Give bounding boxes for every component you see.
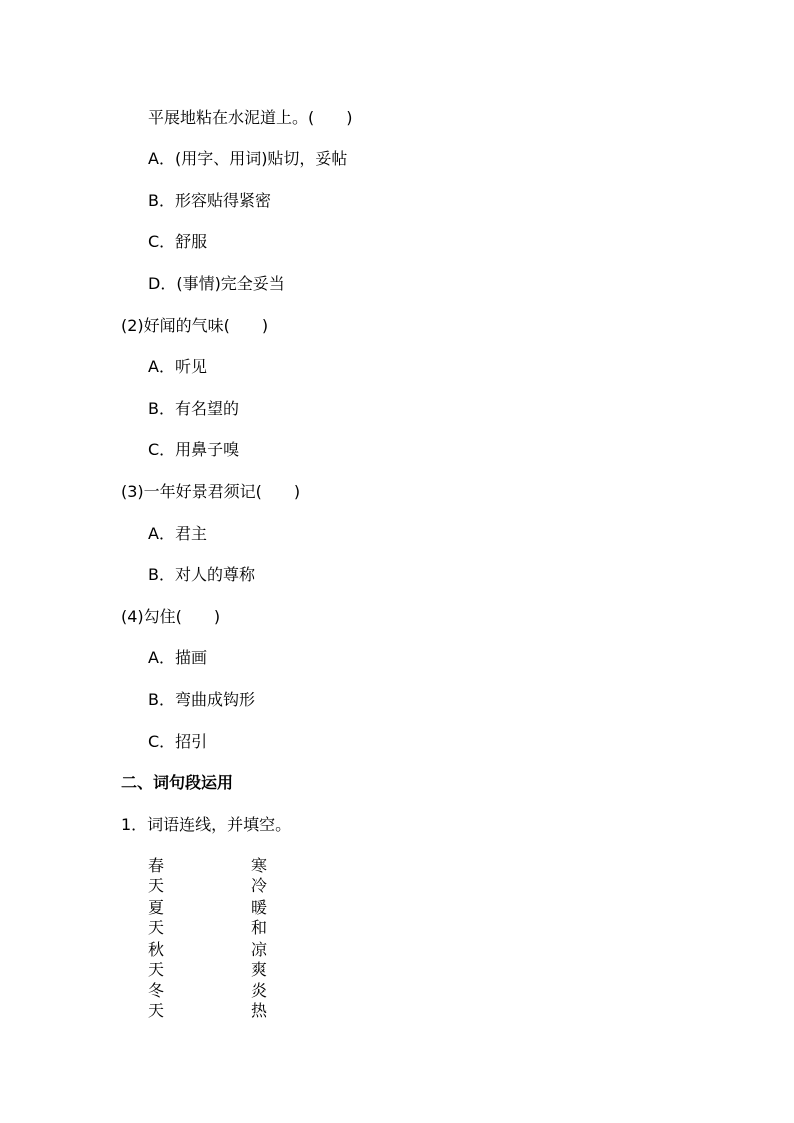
question-4-stem: (4)勾住( ) [121, 607, 221, 626]
question-1-option-d: D．(事情)完全妥当 [148, 274, 285, 293]
question-3-option-a: A．君主 [148, 524, 207, 543]
section-heading: 二、词句段运用 [121, 773, 234, 792]
question-3-stem: (3)一年好景君须记( ) [121, 482, 301, 501]
word-left: 秋天 [148, 940, 165, 979]
question-1-option-a: A．(用字、用词)贴切，妥帖 [148, 149, 348, 168]
question-1-option-b: B．形容贴得紧密 [148, 191, 271, 210]
question-3-option-b: B．对人的尊称 [148, 565, 255, 584]
question-2-option-c: C．用鼻子嗅 [148, 440, 240, 459]
question-4-option-a: A．描画 [148, 648, 207, 667]
question-1-option-c: C．舒服 [148, 232, 208, 251]
question-2-option-b: B．有名望的 [148, 399, 239, 418]
question-4-option-b: B．弯曲成钩形 [148, 690, 255, 709]
word-left: 冬天 [148, 981, 165, 1020]
question-4-option-c: C．招引 [148, 732, 208, 751]
word-right: 暖和 [251, 898, 268, 937]
word-right: 炎热 [251, 981, 268, 1020]
question-2-option-a: A．听见 [148, 357, 207, 376]
task-1-instruction: 1．词语连线，并填空。 [121, 815, 292, 834]
question-1-stem-continued: 平展地粘在水泥道上。( ) [148, 108, 353, 127]
word-left: 春天 [148, 856, 165, 895]
word-left: 夏天 [148, 898, 165, 937]
question-2-stem: (2)好闻的气味( ) [121, 316, 269, 335]
word-right: 寒冷 [251, 856, 268, 895]
word-right: 凉爽 [251, 940, 268, 979]
